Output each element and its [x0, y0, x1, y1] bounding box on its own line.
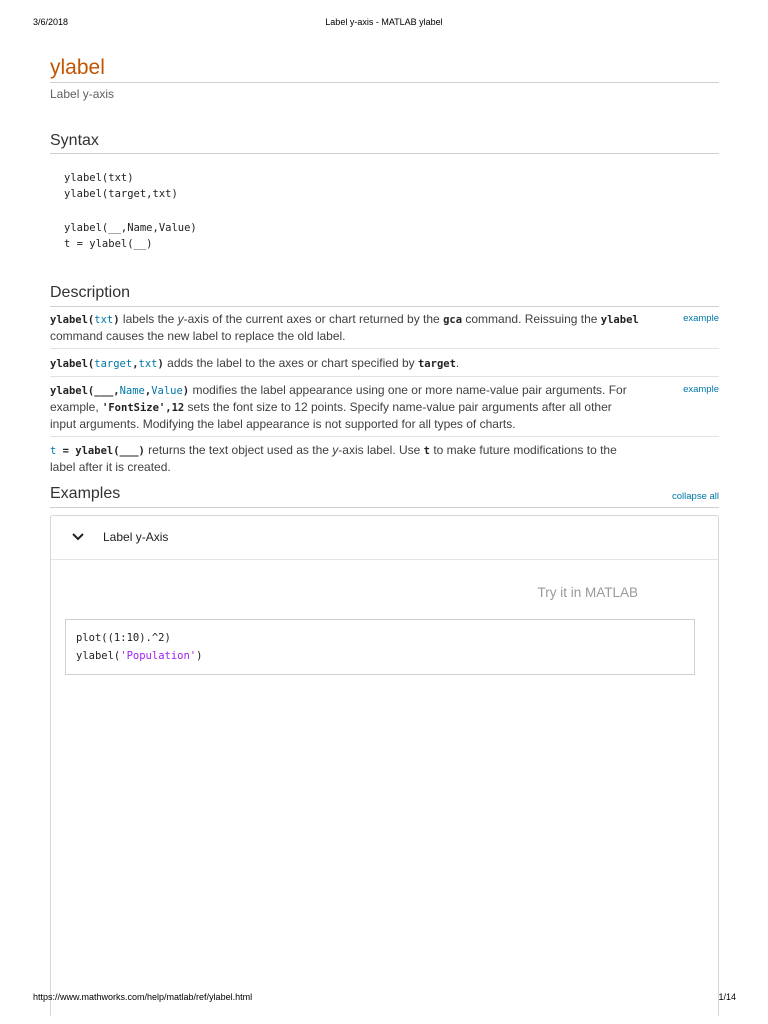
- description-row: [50, 382, 719, 432]
- row-divider: [50, 376, 719, 377]
- description-text: command. Reissuing the: [462, 312, 601, 326]
- code-t: t: [423, 445, 430, 457]
- print-footer: [0, 992, 768, 1006]
- description-text: .: [455, 356, 460, 370]
- example-code-block: [65, 619, 695, 675]
- example-link[interactable]: example: [683, 384, 719, 395]
- title-divider: [50, 82, 719, 83]
- page-url: https://www.mathworks.com/help/matlab/ref/ylabel.html: [33, 992, 253, 1002]
- description-text: -axis label. Use: [338, 443, 424, 457]
- code-function: = ylabel(: [56, 445, 120, 457]
- code-argument[interactable]: txt: [138, 358, 158, 370]
- description-row: [50, 442, 719, 475]
- description-text: to make future modifications to the label after it is created.: [50, 443, 617, 474]
- try-in-matlab-button[interactable]: Try it in MATLAB: [537, 585, 638, 600]
- syntax-line: ylabel(__,Name,Value): [64, 222, 197, 234]
- code-argument[interactable]: txt: [94, 314, 114, 326]
- description-divider: [50, 306, 719, 307]
- code-gca: gca: [443, 314, 463, 326]
- code-line: ): [196, 650, 203, 662]
- syntax-heading: Syntax: [50, 132, 99, 149]
- syntax-divider: [50, 153, 719, 154]
- description-text: command causes the new label to replace the old label.: [50, 329, 346, 343]
- syntax-line: ylabel(txt): [64, 172, 134, 184]
- page-number: 1/14: [718, 992, 736, 1002]
- syntax-line: t = ylabel(__): [64, 238, 153, 250]
- code-target: target: [417, 358, 456, 370]
- code-function: ylabel(: [50, 314, 95, 326]
- chevron-down-icon[interactable]: [71, 530, 85, 544]
- code-paren: ): [157, 358, 164, 370]
- collapse-all-link[interactable]: collapse all: [672, 491, 719, 502]
- description-text: y: [177, 312, 184, 326]
- description-text: adds the label to the axes or chart specified by: [163, 356, 418, 370]
- example-panel: [50, 515, 719, 1016]
- print-header: [0, 17, 768, 31]
- description-text: y: [332, 443, 339, 457]
- code-comma: ,: [144, 385, 152, 397]
- syntax-block: [64, 170, 197, 252]
- example-title[interactable]: Label y-Axis: [103, 530, 169, 544]
- description-text: labels the: [119, 312, 178, 326]
- code-paren: ): [113, 314, 120, 326]
- code-blank: ___: [94, 385, 114, 397]
- code-line: plot((1:10).^2): [76, 632, 171, 644]
- code-output[interactable]: t: [50, 445, 57, 457]
- code-function: ylabel(: [50, 385, 95, 397]
- code-paren: ): [138, 445, 145, 457]
- syntax-line: ylabel(target,txt): [64, 188, 178, 200]
- description-row: [50, 311, 719, 344]
- page-title: ylabel: [50, 56, 105, 79]
- code-paren: ): [182, 385, 190, 397]
- examples-heading: Examples: [50, 485, 121, 502]
- description-text: sets the font size to 12 points. Specify name-value pair arguments after all other input arguments. Modifying the label appearance is not supported for all types of charts.: [50, 400, 612, 431]
- code-blank: ___: [119, 445, 139, 457]
- code-argument[interactable]: Name: [119, 385, 145, 397]
- description-text: -axis of the current axes or chart returned by the: [183, 312, 444, 326]
- description-text: modifies the label appearance using one or more name-value pair arguments. For example,: [50, 383, 627, 414]
- row-divider: [50, 436, 719, 437]
- code-comma: ,: [113, 385, 120, 397]
- code-function: ylabel: [600, 314, 639, 326]
- example-link[interactable]: example: [683, 313, 719, 324]
- code-argument[interactable]: Value: [151, 385, 183, 397]
- print-page-title: Label y-axis - MATLAB ylabel: [325, 17, 443, 27]
- print-date: 3/6/2018: [33, 17, 69, 27]
- code-comma: ,: [132, 358, 139, 370]
- page-purpose: Label y-axis: [50, 87, 115, 101]
- code-line: ylabel(: [76, 650, 121, 662]
- description-text: returns the text object used as the: [144, 443, 333, 457]
- row-divider: [50, 348, 719, 349]
- code-string: 'Population': [120, 650, 197, 662]
- description-heading: Description: [50, 284, 131, 301]
- code-argument[interactable]: target: [94, 358, 133, 370]
- code-fontsize: 'FontSize',12: [102, 402, 185, 414]
- code-function: ylabel(: [50, 358, 95, 370]
- examples-divider: [50, 507, 719, 508]
- description-row: [50, 355, 719, 372]
- example-panel-header[interactable]: [51, 516, 718, 560]
